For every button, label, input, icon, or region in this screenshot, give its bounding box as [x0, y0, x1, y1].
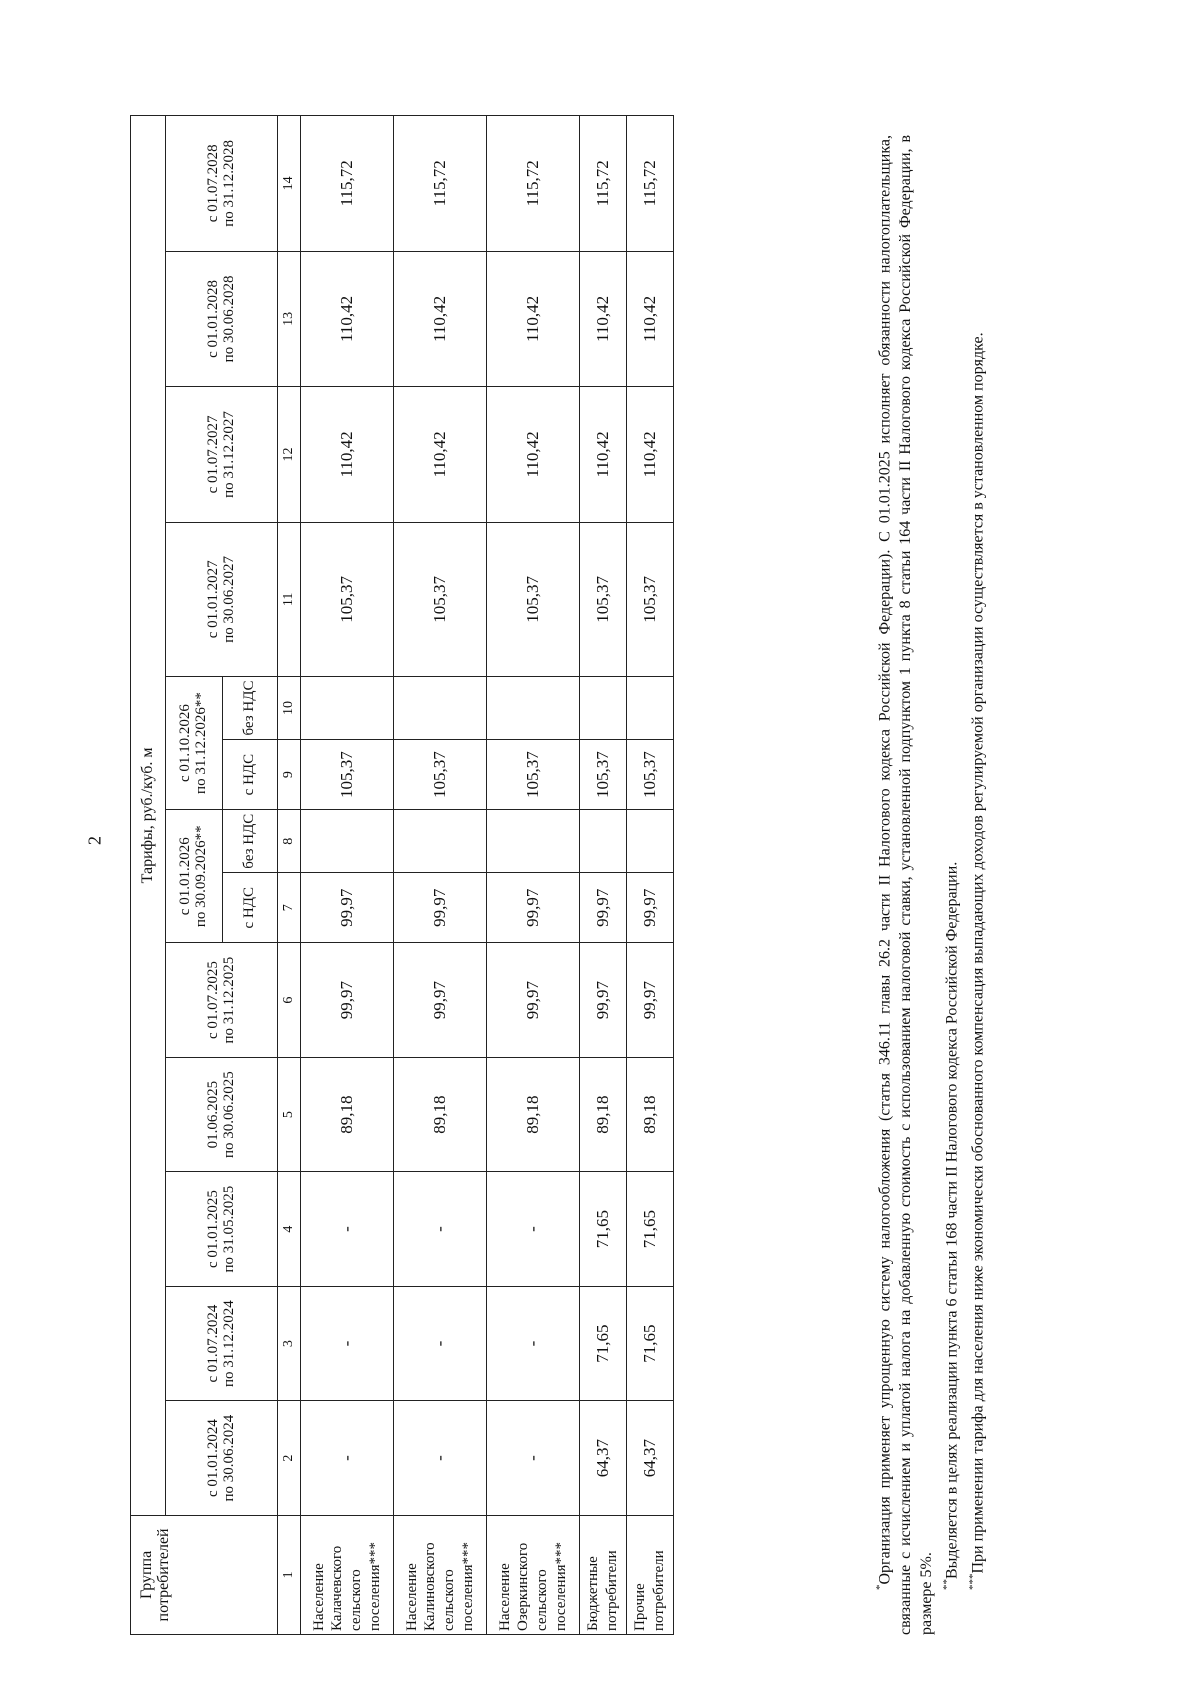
sub-header-with-vat: с НДС	[223, 873, 278, 943]
period-start: с 01.07.2025	[204, 961, 221, 1040]
period-header-9	[166, 387, 278, 523]
period-end: по 30.06.2028	[220, 275, 237, 363]
tariff-value: 105,37	[627, 522, 674, 676]
consumer-group-line: потребители	[604, 1550, 620, 1631]
tariff-value: 110,42	[487, 387, 580, 523]
period-end: по 31.12.2028	[220, 139, 237, 227]
tariff-value	[627, 810, 674, 873]
tariff-value: 115,72	[301, 116, 394, 252]
column-index: 2	[278, 1401, 301, 1516]
period-start: с 01.07.2024	[204, 1304, 221, 1383]
consumer-group-line: Озеркинского	[515, 1542, 532, 1631]
table-title: Тарифы, руб./куб. м	[131, 116, 166, 1516]
tariff-value: 115,72	[487, 116, 580, 252]
consumer-group-line: сельского	[534, 1569, 550, 1631]
column-index: 9	[278, 740, 301, 810]
footnote-3-text: При применении тарифа для населения ниже экономически обоснованного компенсация выпадающих доходов регулируемой организации осуществляется в установленном порядке.	[968, 332, 986, 1574]
period-header-5	[166, 943, 278, 1058]
tariff-value	[301, 676, 394, 739]
footnote-1	[870, 135, 937, 1635]
tariff-value: 99,97	[301, 873, 394, 943]
tariff-value: 105,37	[487, 522, 580, 676]
consumer-group-line: поселения***	[552, 1542, 569, 1631]
consumer-group-line: Бюджетные	[585, 1556, 602, 1631]
tariff-value	[301, 810, 394, 873]
period-header-7	[166, 676, 223, 809]
period-header-4	[166, 1057, 278, 1172]
tariff-value: 110,42	[627, 251, 674, 387]
period-start: 01.06.2025	[204, 1080, 221, 1149]
tariff-value	[580, 810, 627, 873]
period-end: по 31.05.2025	[220, 1185, 237, 1273]
period-start: с 01.07.2027	[204, 415, 221, 494]
consumer-group-cell	[301, 1515, 394, 1634]
tariff-value: 105,37	[301, 740, 394, 810]
tariff-value: 89,18	[394, 1057, 487, 1172]
column-index: 11	[278, 522, 301, 676]
tariff-value: 89,18	[487, 1057, 580, 1172]
tariff-value: 99,97	[580, 943, 627, 1058]
tariff-value: -	[394, 1286, 487, 1401]
period-header-2	[166, 1286, 278, 1401]
tariff-value: -	[394, 1172, 487, 1287]
period-header-3	[166, 1172, 278, 1287]
period-end: по 31.12.2026**	[193, 692, 209, 794]
tariff-value: 110,42	[301, 251, 394, 387]
consumer-group-line: Калиновского	[422, 1542, 439, 1631]
period-header-8	[166, 522, 278, 676]
tariff-value: -	[487, 1172, 580, 1287]
table-row	[580, 116, 627, 1635]
period-header-6	[166, 810, 223, 943]
column-index: 12	[278, 387, 301, 523]
tariff-value	[394, 676, 487, 739]
consumer-group-cell	[627, 1515, 674, 1634]
tariff-value: 99,97	[627, 943, 674, 1058]
consumer-group-line: Прочие	[632, 1583, 649, 1631]
tariff-value: 99,97	[487, 943, 580, 1058]
footnote-2	[937, 135, 962, 1635]
tariff-value: -	[301, 1172, 394, 1287]
consumer-group-line: Население	[496, 1563, 513, 1631]
tariff-value: 115,72	[580, 116, 627, 252]
tariff-value: 105,37	[627, 740, 674, 810]
tariff-value: -	[487, 1401, 580, 1516]
consumer-group-cell	[394, 1515, 487, 1634]
period-start: с 01.01.2027	[204, 560, 221, 639]
sub-header-without-vat: без НДС	[223, 810, 278, 873]
tariff-value: 99,97	[394, 873, 487, 943]
footnote-1-text: Организация применяет упрощенную систему налогообложения (статья 346.11 главы 26.2 части II Налогового кодекса Российской Федерации). С 01.01.2025 исполняет обязанности налогоплательщика, связанные с исчислением и уплатой налога на добавленную стоимость с использованием налоговой ставки, установленной подпунктом 1 пункта 8 статьи 164 части II Налогового кодекса Российской Федерации, в размере 5%.	[876, 135, 936, 1635]
tariff-value: 71,65	[580, 1172, 627, 1287]
consumer-group-line: Население	[403, 1563, 420, 1631]
period-header-1	[166, 1401, 278, 1516]
tariff-value	[627, 676, 674, 739]
period-start: с 01.01.2025	[204, 1190, 221, 1269]
tariff-value: 71,65	[627, 1286, 674, 1401]
column-index: 1	[278, 1515, 301, 1634]
period-start: с 01.10.2026	[177, 704, 194, 783]
footnotes	[870, 135, 988, 1635]
consumer-group-cell	[580, 1515, 627, 1634]
period-start: с 01.01.2028	[204, 279, 221, 358]
tariff-value: 110,42	[394, 251, 487, 387]
tariff-value	[394, 810, 487, 873]
consumer-group-line: поселения***	[459, 1542, 476, 1631]
tariff-value: 64,37	[580, 1401, 627, 1516]
column-index: 14	[278, 116, 301, 252]
tariff-value: 99,97	[580, 873, 627, 943]
column-index: 13	[278, 251, 301, 387]
page-number: 2	[84, 836, 105, 845]
column-index: 5	[278, 1057, 301, 1172]
tariff-value: 71,65	[627, 1172, 674, 1287]
period-end: по 30.06.2025	[220, 1071, 237, 1158]
footnote-3-mark: ***	[966, 1573, 979, 1590]
consumer-group-line: потребители	[651, 1550, 667, 1631]
period-header-10	[166, 251, 278, 387]
column-index: 10	[278, 676, 301, 739]
consumer-group-line: сельского	[441, 1569, 457, 1631]
tariff-value: 64,37	[627, 1401, 674, 1516]
tariff-value: -	[394, 1401, 487, 1516]
table-row	[394, 116, 487, 1635]
tariff-value: 110,42	[627, 387, 674, 523]
tariff-value: 115,72	[627, 116, 674, 252]
period-end: по 31.12.2027	[220, 411, 237, 498]
tariff-value: 110,42	[580, 387, 627, 523]
period-header-11	[166, 116, 278, 252]
period-end: по 30.06.2027	[220, 555, 237, 643]
tariff-value: 105,37	[580, 740, 627, 810]
column-index: 4	[278, 1172, 301, 1287]
sub-header-with-vat: с НДС	[223, 740, 278, 810]
column-index: 6	[278, 943, 301, 1058]
group-header: Группа потребителей	[131, 1515, 278, 1634]
tariff-value: 99,97	[301, 943, 394, 1058]
column-index: 8	[278, 810, 301, 873]
period-end: по 30.09.2026**	[193, 825, 209, 928]
tariff-value: 110,42	[487, 251, 580, 387]
tariff-value: 71,65	[580, 1286, 627, 1401]
footnote-3	[963, 135, 988, 1635]
period-end: по 30.06.2024	[220, 1414, 237, 1502]
footnote-1-mark: *	[874, 1584, 886, 1590]
tariff-value: 99,97	[394, 943, 487, 1058]
period-end: по 31.12.2024	[220, 1300, 237, 1387]
table-row	[301, 116, 394, 1635]
tariff-value: 110,42	[301, 387, 394, 523]
tariff-value: 110,42	[580, 251, 627, 387]
sub-header-without-vat: без НДС	[223, 676, 278, 739]
tariff-value: 89,18	[627, 1057, 674, 1172]
rotated-page-content	[130, 135, 1170, 1635]
tariff-value: -	[487, 1286, 580, 1401]
consumer-group-cell	[487, 1515, 580, 1634]
consumer-group-line: поселения***	[366, 1542, 383, 1631]
tariff-value: 105,37	[580, 522, 627, 676]
tariff-value: 105,37	[394, 740, 487, 810]
tariff-value: -	[301, 1401, 394, 1516]
period-start: с 01.01.2024	[204, 1419, 221, 1498]
tariff-value: 99,97	[627, 873, 674, 943]
consumer-group-line: сельского	[348, 1569, 364, 1631]
tariff-value	[580, 676, 627, 739]
tariff-value	[487, 676, 580, 739]
tariff-value: 105,37	[301, 522, 394, 676]
tariff-table	[130, 115, 674, 1635]
tariff-value: 115,72	[394, 116, 487, 252]
table-row	[487, 116, 580, 1635]
period-start: с 01.07.2028	[204, 144, 221, 223]
tariff-value: 105,37	[487, 740, 580, 810]
consumer-group-line: Калачевского	[329, 1545, 346, 1631]
tariff-value: 105,37	[394, 522, 487, 676]
tariff-value: 99,97	[487, 873, 580, 943]
tariff-value: 110,42	[394, 387, 487, 523]
column-index: 3	[278, 1286, 301, 1401]
tariff-value: 89,18	[580, 1057, 627, 1172]
period-start: с 01.01.2026	[177, 837, 194, 916]
period-end: по 31.12.2025	[220, 956, 237, 1044]
footnote-2-mark: **	[941, 1579, 954, 1590]
tariff-value	[487, 810, 580, 873]
consumer-group-line: Население	[310, 1563, 327, 1631]
table-row	[627, 116, 674, 1635]
footnote-2-text: Выделяется в целях реализации пункта 6 статьи 168 части II Налогового кодекса Российской Федерации.	[943, 861, 961, 1579]
tariff-value: -	[301, 1286, 394, 1401]
column-index: 7	[278, 873, 301, 943]
tariff-value: 89,18	[301, 1057, 394, 1172]
